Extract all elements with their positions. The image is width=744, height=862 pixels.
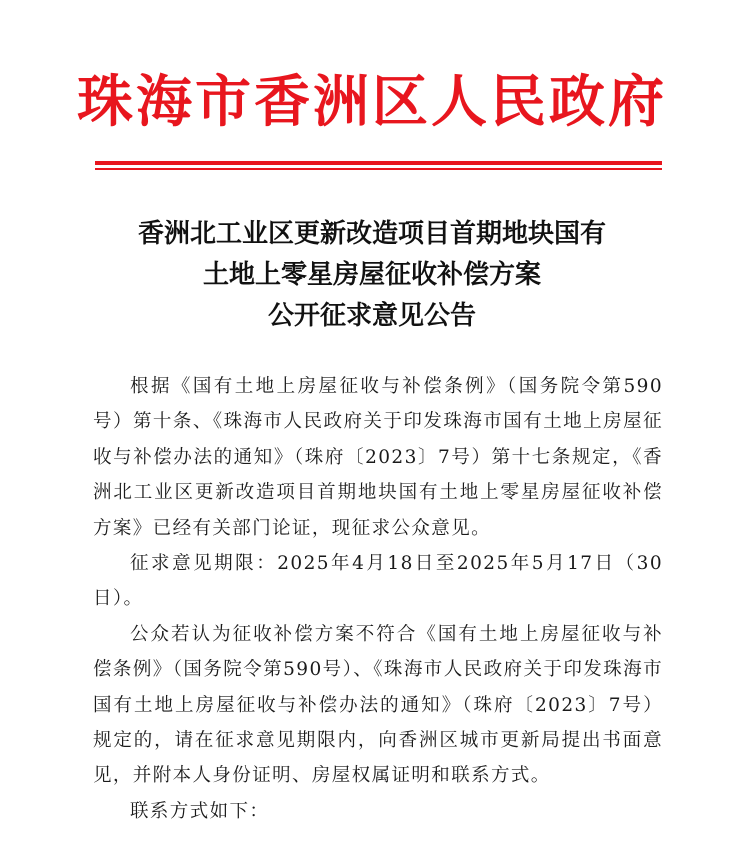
paragraph-submission-instructions: 公众若认为征收补偿方案不符合《国有土地上房屋征收与补偿条例》（国务院令第590号）、《珠海市人民政府关于印发珠海市国有土地上房屋征收与补偿办法的通知》（珠府〔2023〕7号）规定的，请在征求意见期限内，向香洲区城市更新局提出书面意见，并附本人身份证明、房屋权属证明和联系方式。 xyxy=(93,623,663,787)
masthead-divider-thick xyxy=(95,161,662,165)
title-line-3: 公开征求意见公告 xyxy=(267,301,476,331)
paragraph-legal-basis: 根据《国有土地上房屋征收与补偿条例》（国务院令第590号）第十条、《珠海市人民政府关于印发珠海市国有土地上房屋征收与补偿办法的通知》（珠府〔2023〕7号）第十七条规定，《香洲北工业区更新改造项目首期地块国有土地上零星房屋征收补偿方案》已经有关部门论证，现征求公众意见。 xyxy=(93,376,663,539)
issuer-masthead: 珠海市香洲区人民政府 xyxy=(77,69,667,135)
title-line-2: 土地上零星房屋征收补偿方案 xyxy=(202,260,541,290)
paragraph-contact-heading: 联系方式如下： xyxy=(130,800,270,822)
paragraph-comment-period: 征求意见期限：2025年4月18日至2025年5月17日（30日）。 xyxy=(93,553,663,610)
masthead-divider-thin xyxy=(95,168,662,170)
document-body xyxy=(93,369,663,829)
title-line-1: 香洲北工业区更新改造项目首期地块国有 xyxy=(137,219,606,249)
document-title xyxy=(0,214,744,337)
